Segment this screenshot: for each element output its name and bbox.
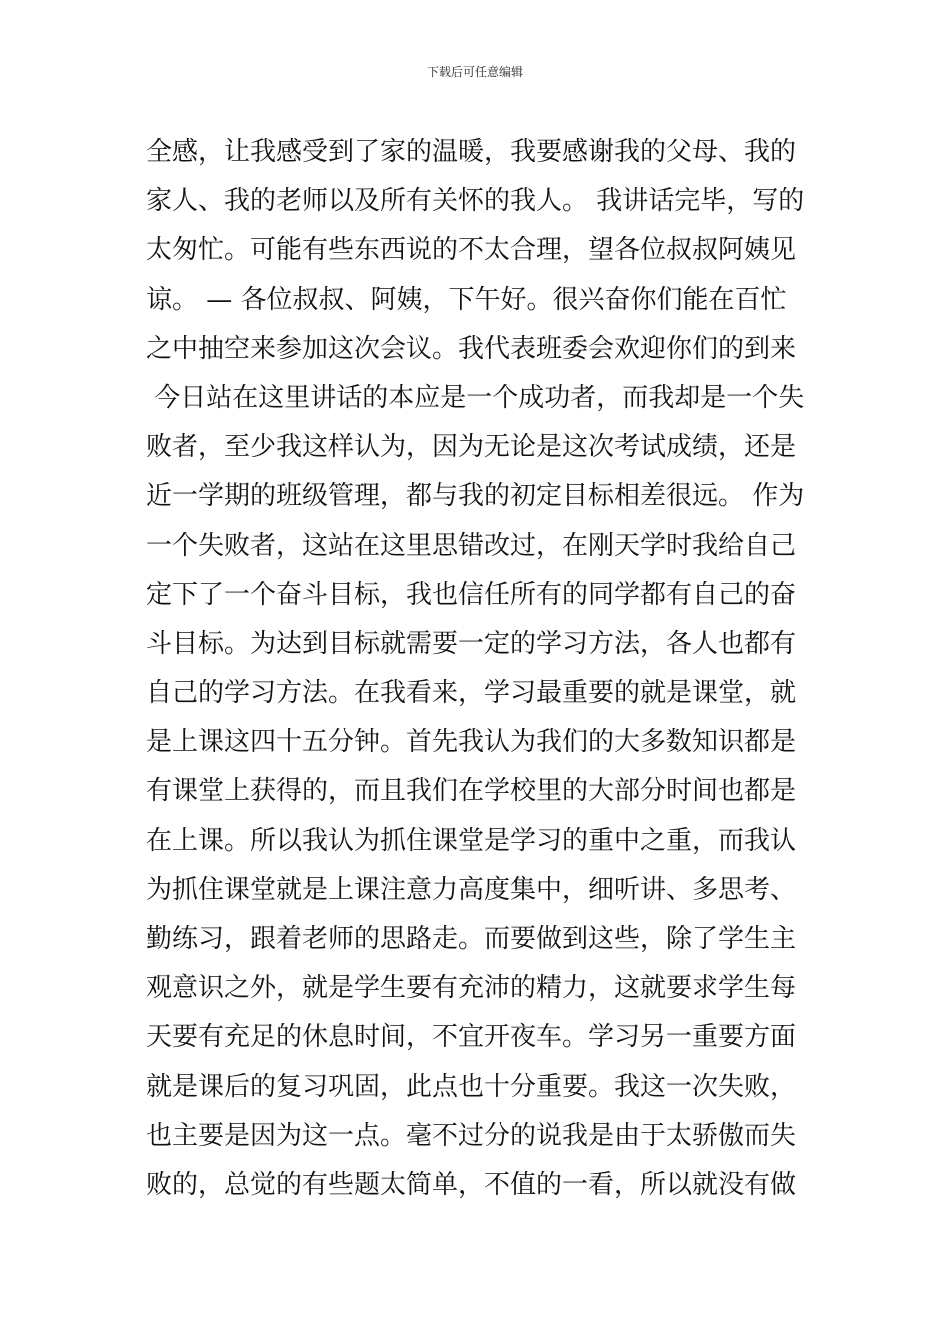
text-line: 就是课后的复习巩固，此点也十分重要。我这一次失败，: [146, 1071, 797, 1102]
text-line: 今日站在这里讲话的本应是一个成功者，而我却是一个失: [146, 382, 805, 413]
text-line: 勤练习，跟着老师的思路走。而要做到这些，除了学生主: [146, 924, 797, 954]
page-header: 下载后可任意编辑: [426, 65, 523, 79]
document-body: [146, 128, 826, 1210]
text-line: 近一学期的班级管理，都与我的初定目标相差很远。 作为: [146, 481, 805, 512]
text-line: 太匆忙。可能有些东西说的不太合理，望各位叔叔阿姨见: [146, 235, 797, 266]
text-line: 在上课。所以我认为抓住课堂是学习的重中之重，而我认: [146, 825, 797, 856]
text-line: 也主要是因为这一点。毫不过分的说我是由于太骄傲而失: [146, 1120, 797, 1151]
text-line: 是上课这四十五分钟。首先我认为我们的大多数知识都是: [146, 727, 797, 758]
text-line: 为抓住课堂就是上课注意力高度集中，细听讲、多思考、: [146, 874, 797, 905]
text-line: 家人、我的老师以及所有关怀的我人。 我讲话完毕，写的: [146, 186, 805, 217]
text-line: 斗目标。为达到目标就需要一定的学习方法，各人也都有: [146, 628, 797, 659]
text-line: 败的，总觉的有些题太简单，不值的一看，所以就没有做: [146, 1169, 797, 1200]
text-line: 谅。 — 各位叔叔、阿姨，下午好。很兴奋你们能在百忙: [146, 284, 787, 315]
text-line: 败者，至少我这样认为，因为无论是这次考试成绩，还是: [146, 432, 797, 463]
text-line: 观意识之外，就是学生要有充沛的精力，这就要求学生每: [146, 973, 797, 1004]
text-line: 天要有充足的休息时间，不宜开夜车。学习另一重要方面: [146, 1022, 797, 1053]
text-line: 全感，让我感受到了家的温暖，我要感谢我的父母、我的: [146, 137, 797, 167]
text-line: 定下了一个奋斗目标，我也信任所有的同学都有自己的奋: [146, 579, 797, 610]
text-line: 一个失败者，这站在这里思错改过，在刚天学时我给自己: [146, 530, 797, 561]
text-line: 自己的学习方法。在我看来，学习最重要的就是课堂，就: [146, 678, 797, 709]
text-line: 有课堂上获得的，而且我们在学校里的大部分时间也都是: [146, 776, 797, 807]
text-line: 之中抽空来参加这次会议。我代表班委会欢迎你们的到来: [146, 333, 797, 364]
